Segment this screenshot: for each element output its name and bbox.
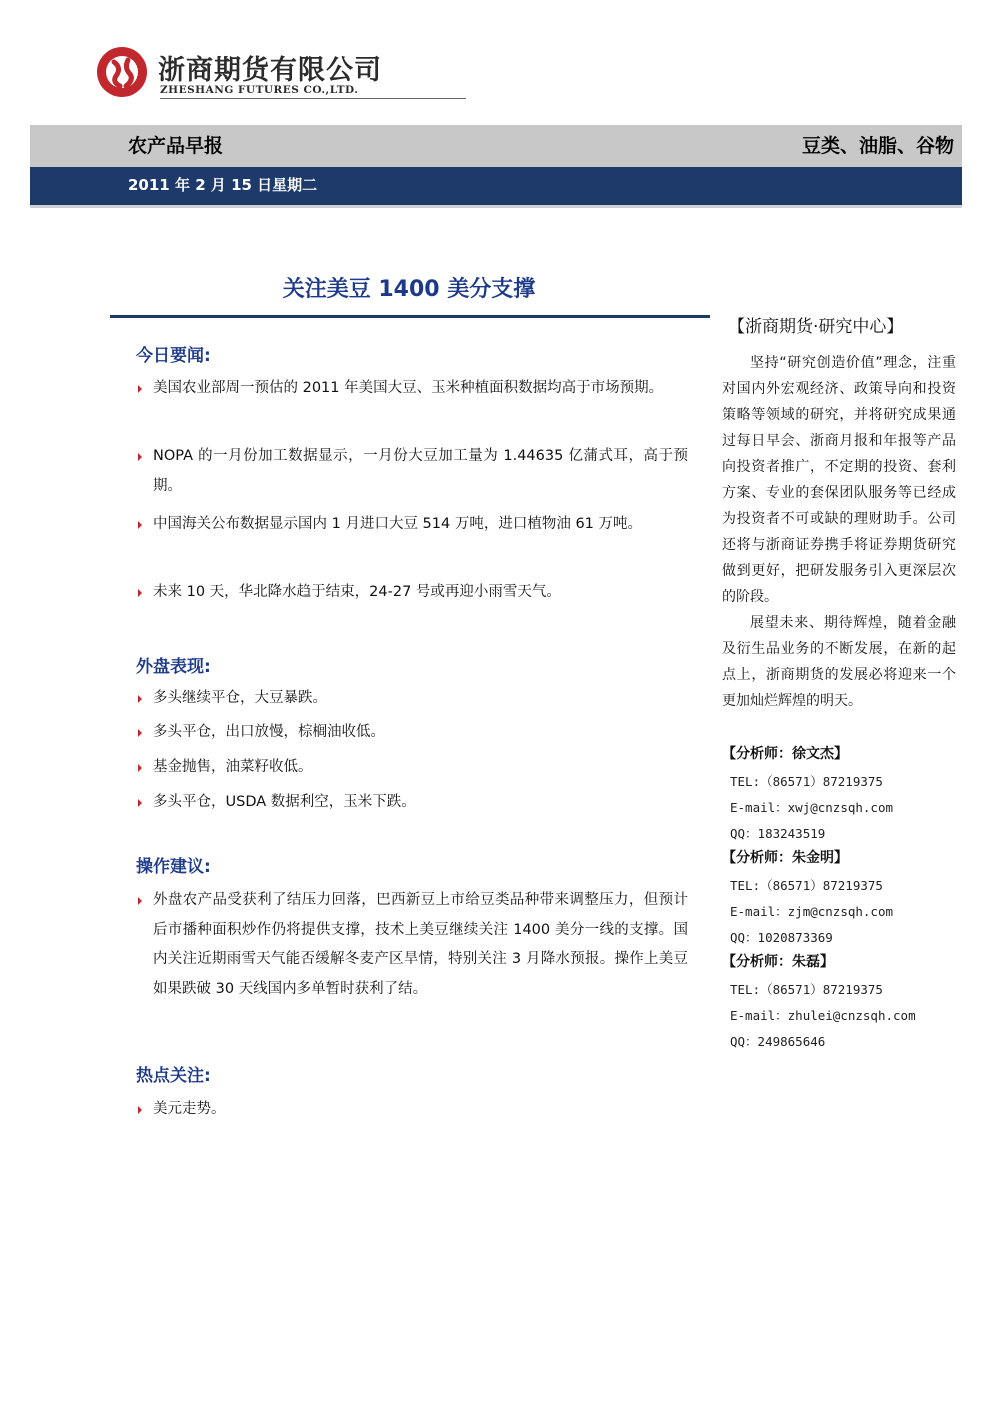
analyst-tel: TEL:（86571）87219375 xyxy=(730,774,883,789)
sidebar-paragraph: 展望未来、期待辉煌，随着金融及衍生品业务的不断发展，在新的起点上，浙商期货的发展必将迎来一个更加灿烂辉煌的明天。 xyxy=(722,615,956,709)
list-item: 基金抛售，油菜籽收低。 xyxy=(143,753,688,783)
analyst-qq: QQ：249865646 xyxy=(730,1034,826,1049)
analyst-tel: TEL:（86571）87219375 xyxy=(730,982,883,997)
list-item: 中国海关公布数据显示国内 1 月进口大豆 514 万吨，进口植物油 61 万吨。 xyxy=(143,510,688,540)
logo-divider xyxy=(160,98,466,99)
bullet-icon xyxy=(138,521,142,529)
analyst-email: E-mail：zjm@cnzsqh.com xyxy=(730,904,894,919)
analyst-heading: 【分析师：朱磊】 xyxy=(722,954,834,970)
section-heading-advice: 操作建议: xyxy=(136,857,211,877)
section-heading-external: 外盘表现: xyxy=(136,657,211,677)
analyst-heading: 【分析师：徐文杰】 xyxy=(722,746,848,762)
bullet-icon xyxy=(138,1106,142,1114)
analyst-qq: QQ：183243519 xyxy=(730,826,826,841)
analyst-email: E-mail：zhulei@cnzsqh.com xyxy=(730,1008,916,1023)
bullet-icon xyxy=(138,799,142,807)
analyst-email: E-mail：xwj@cnzsqh.com xyxy=(730,800,894,815)
report-category: 农产品早报 xyxy=(128,135,224,157)
analyst-heading: 【分析师：朱金明】 xyxy=(722,850,848,866)
list-item: 多头平仓，USDA 数据利空，玉米下跌。 xyxy=(143,788,688,818)
list-item: 多头继续平仓，大豆暴跌。 xyxy=(143,684,688,714)
company-name-en: ZHESHANG FUTURES CO.,LTD. xyxy=(160,84,359,96)
header-shadow xyxy=(30,205,962,208)
report-date: 2011 年 2 月 15 日星期二 xyxy=(128,176,318,194)
bullet-icon xyxy=(138,695,142,703)
bullet-icon xyxy=(138,729,142,737)
bullet-icon xyxy=(138,453,142,461)
list-item: 美国农业部周一预估的 2011 年美国大豆、玉米种植面积数据均高于市场预期。 xyxy=(143,374,688,404)
report-title: 关注美豆 1400 美分支撑 xyxy=(282,277,536,302)
list-item: 多头平仓，出口放慢，棕榈油收低。 xyxy=(143,718,688,748)
sidebar-paragraph: 坚持“研究创造价值”理念，注重对国内外宏观经济、政策导向和投资策略等领域的研究，并将研究成果通过每日早会、浙商月报和年报等产品向投资者推广，不定期的投资、套利方案、专业的套保团队服务等已经成为投资者不可或缺的理财助手。公司还将与浙商证券携手将证券期货研究做到更好，把研发服务引入更深层次的阶段。 xyxy=(722,355,956,605)
list-item: 外盘农产品受获利了结压力回落，巴西新豆上市给豆类品种带来调整压力，但预计后市播种面积炒作仍将提供支撑，技术上美豆继续关注 1400 美分一线的支撑。国内关注近期雨雪天气能否缓解冬麦产区旱情，特别关注 3 月降水预报。操作上美豆如果跌破 30 天线国内多单暂时获利了结。 xyxy=(143,886,688,1004)
bullet-icon xyxy=(138,385,142,393)
bullet-icon xyxy=(138,897,142,905)
company-name-cn: 浙商期货有限公司 xyxy=(158,55,382,86)
section-heading-news: 今日要闻: xyxy=(136,346,211,366)
list-item: NOPA 的一月份加工数据显示，一月份大豆加工量为 1.44635 亿蒲式耳，高于预期。 xyxy=(143,442,688,501)
bullet-icon xyxy=(138,764,142,772)
list-item: 未来 10 天，华北降水趋于结束，24-27 号或再迎小雨雪天气。 xyxy=(143,578,688,608)
report-sectors: 豆类、油脂、谷物 xyxy=(801,135,954,157)
section-heading-hotspot: 热点关注: xyxy=(136,1066,211,1086)
company-logo xyxy=(96,40,396,110)
sidebar-title: 【浙商期货·研究中心】 xyxy=(728,317,904,337)
logo-emblem-icon xyxy=(96,46,148,98)
title-divider xyxy=(110,315,710,318)
analyst-tel: TEL:（86571）87219375 xyxy=(730,878,883,893)
analyst-qq: QQ：1020873369 xyxy=(730,930,833,945)
bullet-icon xyxy=(138,589,142,597)
list-item: 美元走势。 xyxy=(143,1095,688,1125)
